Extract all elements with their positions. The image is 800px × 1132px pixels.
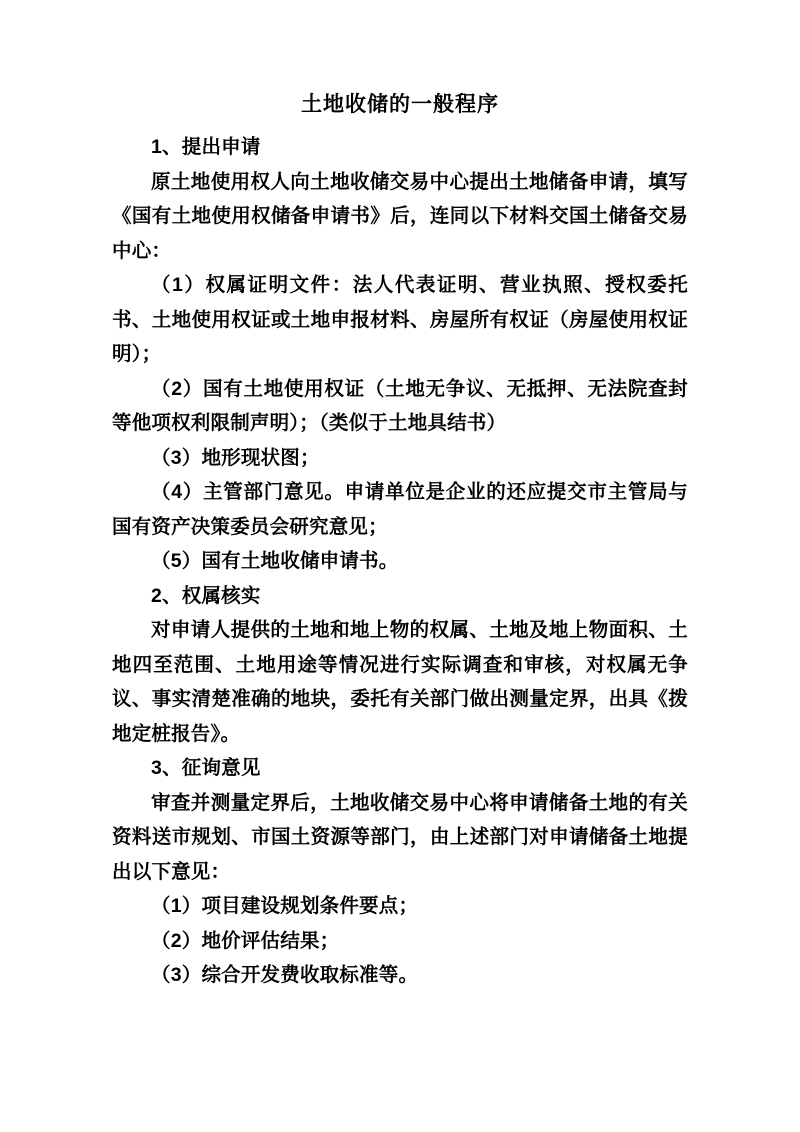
section-3-paragraph-1: 审查并测量定界后，土地收储交易中心将申请储备土地的有关资料送市规划、市国土资源等部门，由上述部门对申请储备土地提出以下意见： — [112, 791, 688, 883]
section-1-paragraph-4: （3）地形现状图； — [151, 446, 320, 469]
section-3-paragraph-4: （3）综合开发费收取标准等。 — [151, 964, 419, 986]
section-1-paragraph-3: （2）国有土地使用权证（土地无争议、无抵押、无法院查封等他项权利限制声明）；（类似于土地具结书） — [112, 377, 688, 434]
section-heading-2: 2、权属核实 — [151, 584, 261, 607]
section-heading-1: 1、提出申请 — [151, 136, 261, 158]
section-3-paragraph-3: （2）地价评估结果； — [151, 929, 340, 952]
section-1-paragraph-1: 原土地使用权人向土地收储交易中心提出土地储备申请，填写《国有土地使用权储备申请书》后，连同以下材料交国土储备交易中心： — [112, 170, 688, 262]
section-1-paragraph-5: （4）主管部门意见。申请单位是企业的还应提交市主管局与国有资产决策委员会研究意见； — [112, 481, 688, 538]
section-2-paragraph-1: 对申请人提供的土地和地上物的权属、土地及地上物面积、土地四至范围、土地用途等情况进行实际调查和审核，对权属无争议、事实清楚准确的地块，委托有关部门做出测量定界，出具《拨地定桩报告》。 — [112, 619, 688, 745]
section-3-paragraph-2: （1）项目建设规划条件要点； — [151, 895, 419, 917]
page-title: 土地收储的一般程序 — [301, 93, 499, 116]
section-heading-3: 3、征询意见 — [151, 757, 261, 779]
section-1-paragraph-2: （1）权属证明文件：法人代表证明、营业执照、授权委托书、土地使用权证或土地申报材料、房屋所有权证（房屋使用权证明）； — [112, 274, 688, 365]
section-1-paragraph-6: （5）国有土地收储申请书。 — [151, 550, 399, 572]
